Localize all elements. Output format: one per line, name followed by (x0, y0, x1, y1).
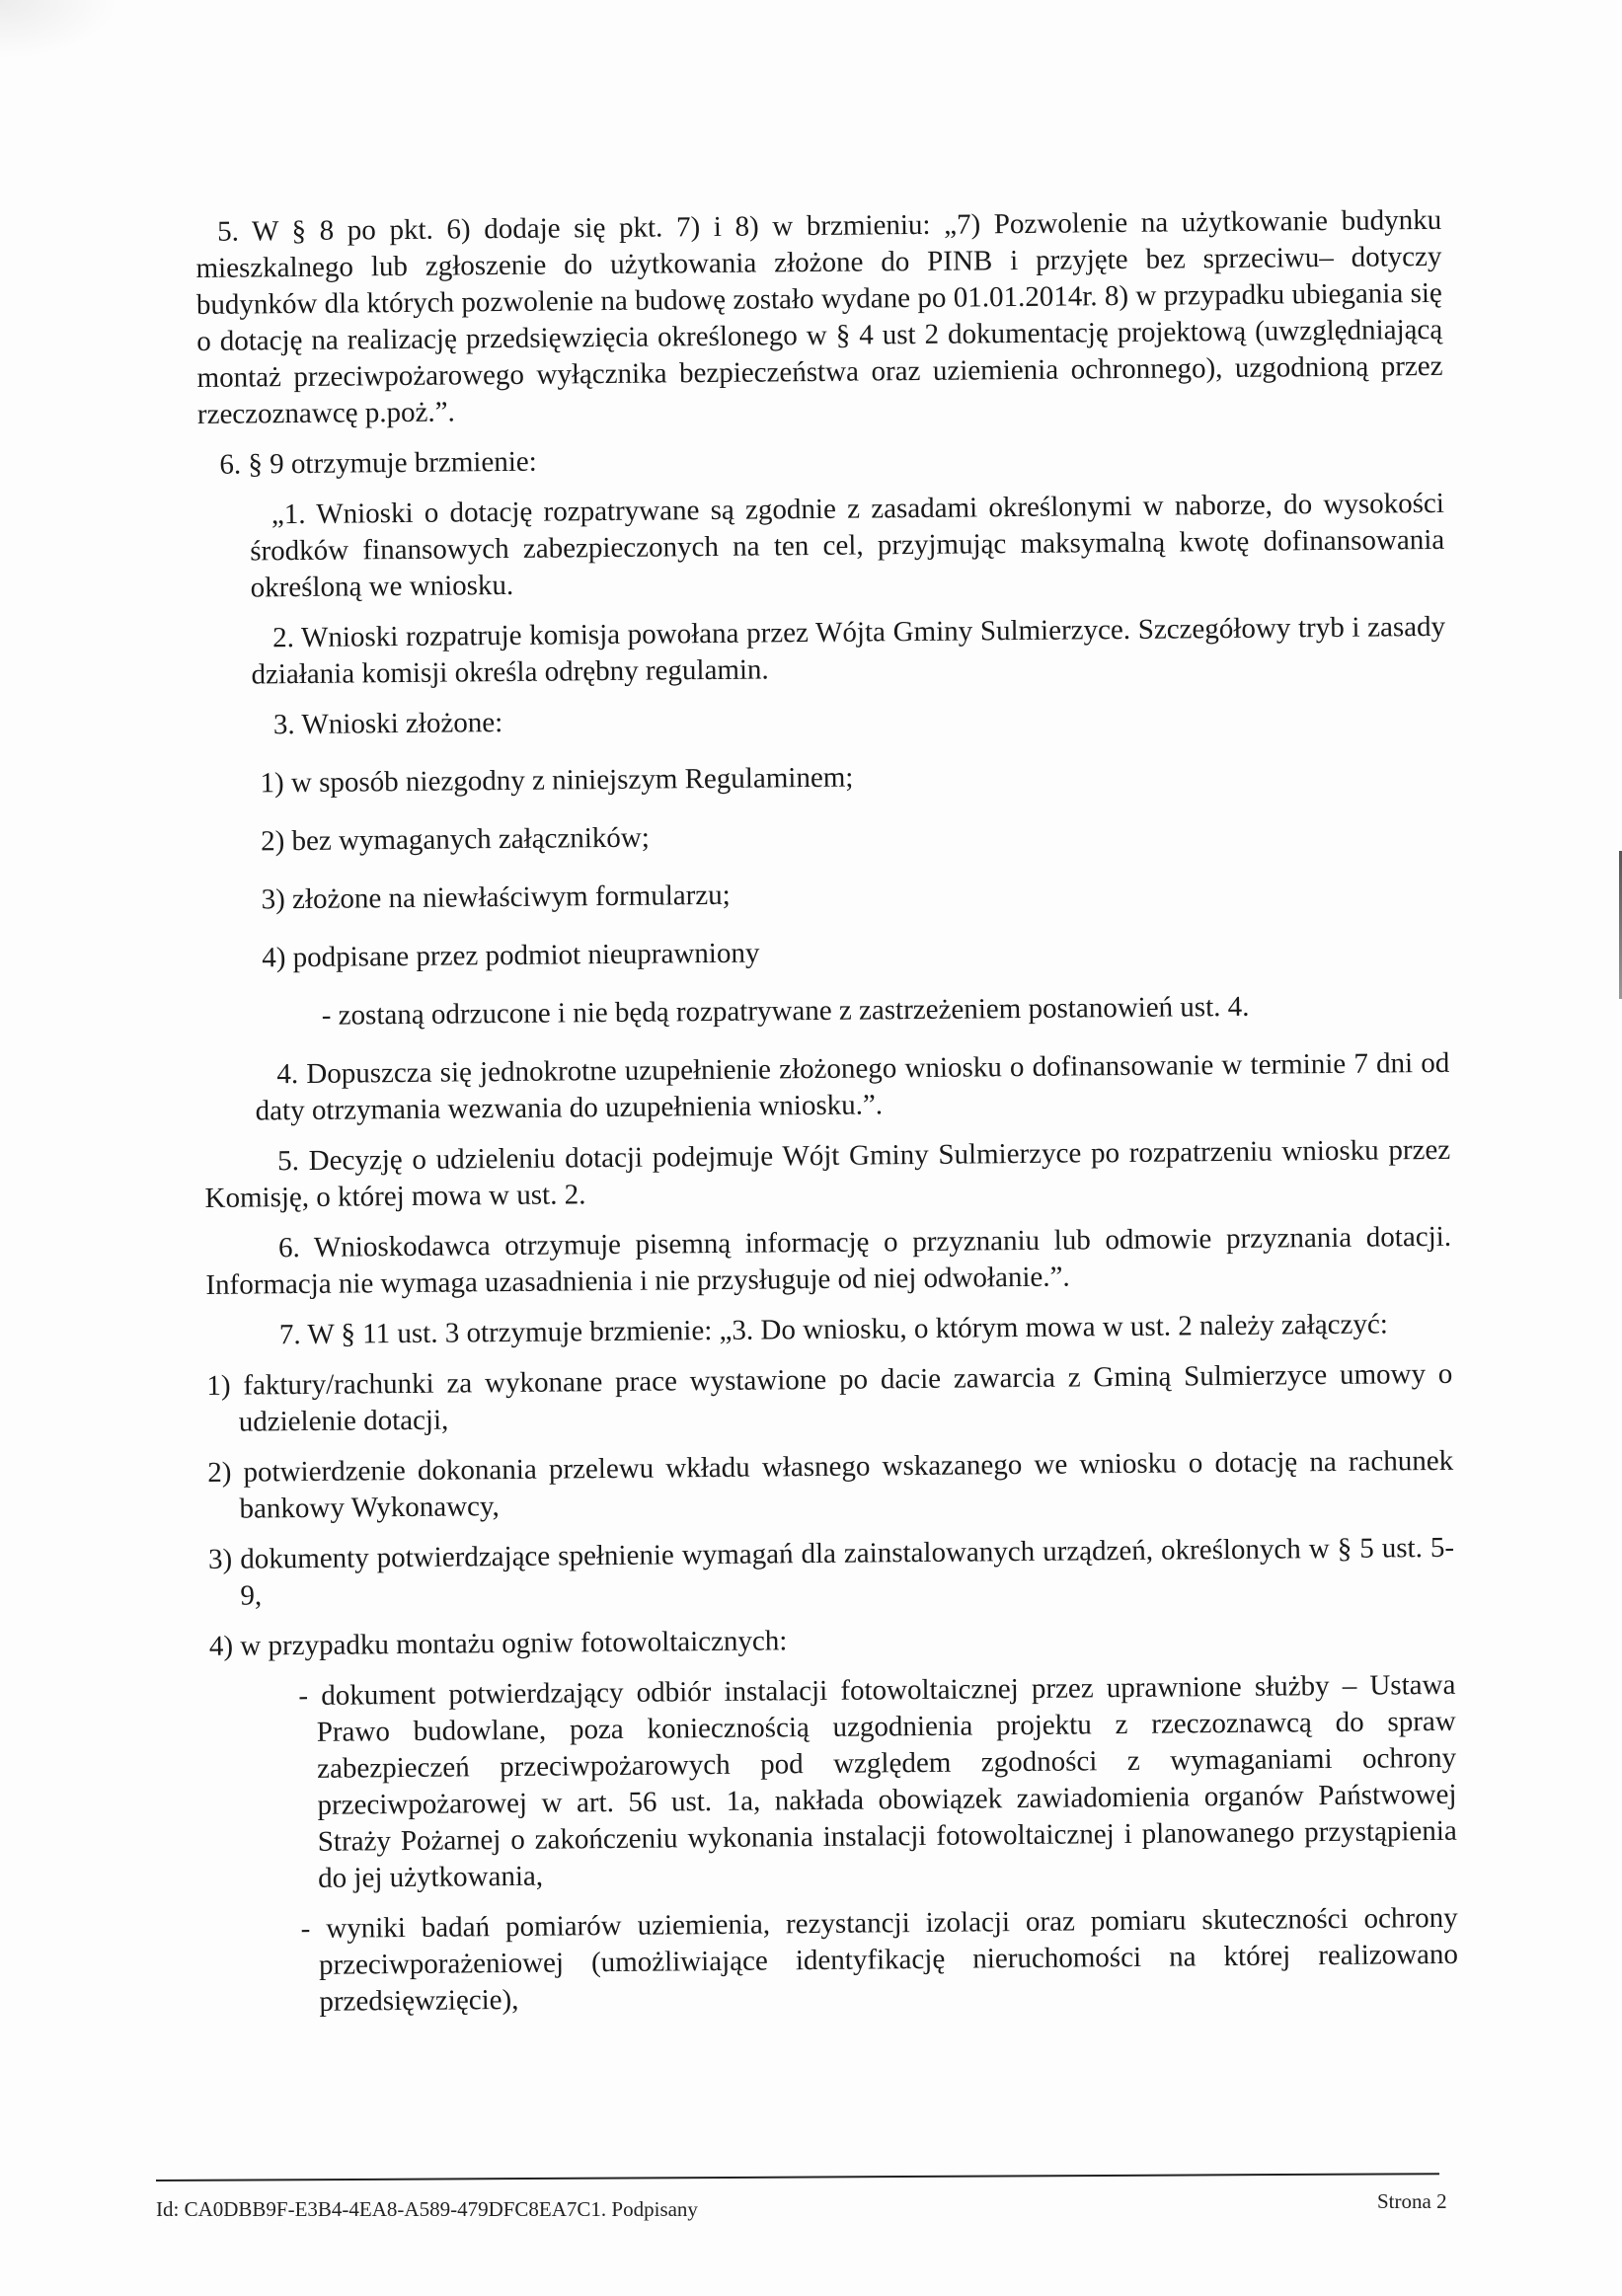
section-5-paragraph: 5. W § 8 po pkt. 6) dodaje się pkt. 7) i 8) w brzmieniu: „7) Pozwolenie na użytkowanie budynku mieszkalnego lub zgłoszenie do użytkowania złożone do PINB i przyjęte bez sprzeciwu– dotyczy budynków dla których pozwolenie na budowę zostało wydane po 01.01.2014r. 8) w przypadku ubiegania się o dotację na realizację przedsięwzięcia określonego w § 4 ust 2 dokumentację projektową (uwzględniającą montaż przeciwpożarowego wyłącznika bezpieczeństwa oraz uziemienia ochronnego), uzgodnioną przez rzeczoznawcę p.poż.”. (195, 203, 1443, 430)
section-6-para-6: 6. Wnioskodawca otrzymuje pisemną informację o przyznaniu lub odmowie przyznania dotacji. Informacja nie wymaga uzasadnienia i nie przysługuje od niej odwołanie.”. (205, 1220, 1452, 1301)
section-7-heading: 7. W § 11 ust. 3 otrzymuje brzmienie: „3. Do wniosku, o którym mowa w ust. 2 należy załączyć: (278, 1308, 1388, 1351)
footer-page-number: Strona 2 (1377, 2189, 1447, 2213)
footer-divider (156, 2173, 1439, 2181)
section-6-para-2: 2. Wnioski rozpatruje komisja powołana przez Wójta Gminy Sulmierzyce. Szczegółowy tryb i zasady działania komisji określa odrębny regulamin. (251, 610, 1446, 691)
section-7-list (206, 1356, 1458, 2022)
section-6-heading: 6. § 9 otrzymuje brzmienie: (219, 445, 537, 481)
section-6-para-4-block (255, 1045, 1450, 1130)
scan-artifact-corner (0, 0, 118, 59)
list-item: 2) bez wymaganych załączników; (260, 821, 650, 858)
list-item: 3) dokumenty potwierdzające spełnienie wymagań dla zainstalowanych urządzeń, określonych w § 5 ust. 5-9, (207, 1531, 1455, 1612)
section-6-para-3-list (200, 754, 1448, 977)
section-6-para-3-conclusion: - zostaną odrzucone i nie będą rozpatrywane z zastrzeżeniem postanowień ust. 4. (321, 990, 1250, 1032)
footer-document-id: Id: CA0DBB9F-E3B4-4EA8-A589-479DFC8EA7C1. Podpisany (156, 2197, 698, 2221)
list-item: 1) faktury/rachunki za wykonane prace wystawione po dacie zawarcia z Gminą Sulmierzyce umowy o udzielenie dotacji, (206, 1357, 1453, 1438)
sub-list-item: - wyniki badań pomiarów uziemienia, rezystancji izolacji oraz pomiaru skuteczności ochrony przeciwporażeniowej (umożliwiające identyfikację nieruchomości na której realizowano przedsięwzięcie), (300, 1901, 1459, 2018)
list-item: 2) potwierdzenie dokonania przelewu wkładu własnego wskazanego we wniosku o dotację na rachunek bankowy Wykonawcy, (207, 1444, 1454, 1525)
section-6-para-3-heading: 3. Wnioski złożone: (272, 707, 503, 741)
list-item: 3) złożone na niewłaściwym formularzu; (261, 879, 731, 916)
section-6-para-4: 4. Dopuszcza się jednokrotne uzupełnienie złożonego wniosku o dofinansowanie w terminie 7 dni od daty otrzymania wezwania do uzupełnienia wniosku.”. (255, 1046, 1450, 1127)
sub-list-item: - dokument potwierdzający odbiór instalacji fotowoltaicznej przez uprawnione służby – Ustawa Prawo budowlane, poza koniecznością uzgodnienia projektu z rzeczoznawcą do spraw zabezpieczeń przeciwpożarowych pod względem zgodności z wymaganiami ochrony przeciwpożarowej w art. 56 ust. 1a, nakłada obowiązek zawiadomienia organów Państwowej Straży Pożarnej o zakończeniu wykonania instalacji fotowoltaicznej i planowanego przystąpienia do jej użytkowania, (298, 1668, 1457, 1894)
list-item: 4) podpisane przez podmiot nieuprawniony (262, 937, 760, 974)
section-6-para-5: 5. Decyzję o udzieleniu dotacji podejmuje Wójt Gminy Sulmierzyce po rozpatrzeniu wniosku przez Komisję, o której mowa w ust. 2. (204, 1133, 1451, 1214)
section-6-quoted-block (250, 486, 1446, 744)
document-body (195, 202, 1459, 2035)
list-item: 4) w przypadku montażu ogniw fotowoltaicznych: (208, 1625, 788, 1662)
list-item: 1) w sposób niezgodny z niniejszym Regulaminem; (260, 761, 854, 800)
section-6-para-1: „1. Wnioski o dotację rozpatrywane są zgodnie z zasadami określonymi w naborze, do wysokości środków finansowych zabezpieczonych na ten cel, przyjmując maksymalną kwotę dofinansowania określoną we wniosku. (250, 487, 1445, 604)
